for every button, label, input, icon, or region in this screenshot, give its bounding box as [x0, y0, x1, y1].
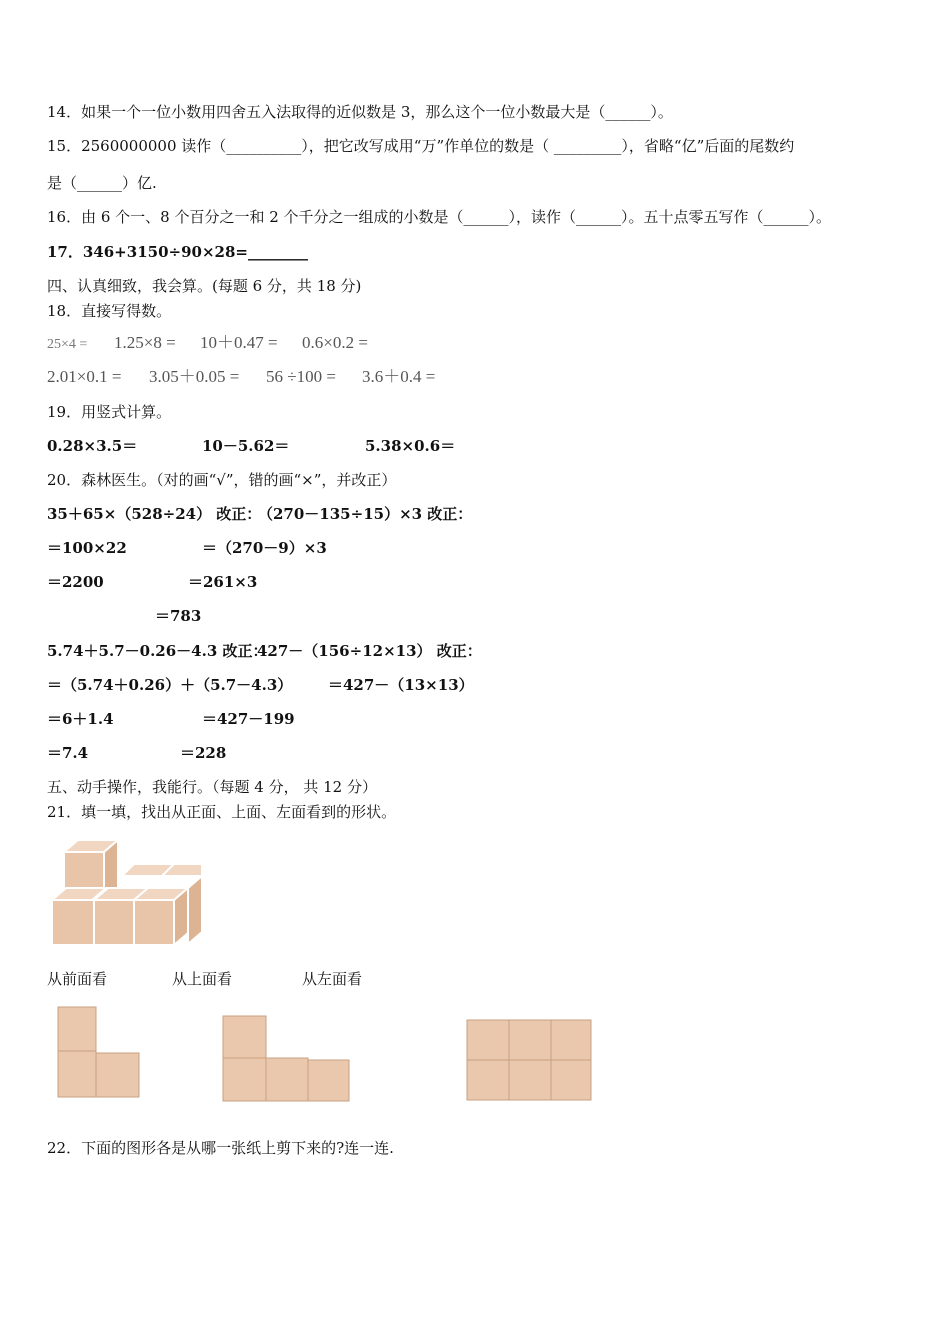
- view-label-left: 从左面看: [302, 970, 363, 988]
- question-17: 17．346+3150÷90×28=________: [47, 243, 308, 261]
- q20-step: ＝7.4: [47, 744, 89, 762]
- question-21: 21．填一填，找出从正面、上面、左面看到的形状。: [47, 803, 397, 821]
- q20-step: ＝（270－9）×3: [202, 539, 327, 557]
- question-18: 18．直接写得数。: [47, 302, 172, 320]
- view-label-top: 从上面看: [172, 970, 233, 988]
- view-shape-3: [463, 1017, 595, 1103]
- view-shape-2: [220, 1013, 355, 1105]
- q20-step: ＝783: [155, 607, 202, 625]
- q20-problem-b: （270－135÷15）×3 改正：: [258, 505, 473, 523]
- q20-step: ＝427－（13×13）: [328, 676, 474, 694]
- q20-step: ＝100×22: [47, 539, 127, 557]
- q20-problem-a: 35＋65×（528÷24） 改正：: [47, 505, 262, 523]
- q18-item: 56 ÷100 =: [266, 367, 336, 386]
- question-19: 19．用竖式计算。: [47, 403, 172, 421]
- view-shape-1: [55, 1005, 145, 1100]
- q20-problem-d: 427－（156÷12×13） 改正：: [257, 642, 482, 660]
- question-20: 20．森林医生。（对的画“√”，错的画“×”，并改正）: [47, 471, 397, 489]
- question-14: 14．如果一个一位小数用四舍五入法取得的近似数是 3，那么这个一位小数最大是（______）。: [47, 103, 673, 121]
- section-4-heading: 四、认真细致，我会算。(每题 6 分，共 18 分): [47, 277, 362, 295]
- section-5-heading: 五、动手操作，我能行。（每题 4 分， 共 12 分）: [47, 778, 377, 796]
- q20-step: ＝261×3: [188, 573, 258, 591]
- question-15-line2: 是（______）亿.: [47, 174, 157, 192]
- q18-item: 0.6×0.2 =: [302, 333, 368, 352]
- question-22: 22．下面的图形各是从哪一张纸上剪下来的?连一连.: [47, 1139, 394, 1157]
- q19-item: 0.28×3.5＝: [47, 437, 138, 455]
- q20-problem-c: 5.74＋5.7－0.26－4.3 改正：: [47, 642, 268, 660]
- q18-item: 2.01×0.1 =: [47, 367, 122, 386]
- q18-item: 1.25×8 =: [114, 333, 176, 352]
- q20-step: ＝427－199: [202, 710, 295, 728]
- question-16: 16．由 6 个一、8 个百分之一和 2 个千分之一组成的小数是（______），读作（______）。五十点零五写作（______）。: [47, 208, 832, 226]
- q19-item: 10－5.62＝: [202, 437, 290, 455]
- view-label-front: 从前面看: [47, 970, 108, 988]
- question-15-line1: 15．2560000000 读作（__________），把它改写成用“万”作单位的数是（ _________），省略“亿”后面的尾数约: [47, 137, 795, 155]
- q18-item: 10＋0.47 =: [200, 333, 278, 352]
- q20-step: ＝228: [180, 744, 227, 762]
- q20-step: ＝（5.74＋0.26）＋（5.7－4.3）: [47, 676, 293, 694]
- q18-item: 3.6＋0.4 =: [362, 367, 436, 386]
- q19-item: 5.38×0.6＝: [365, 437, 456, 455]
- q20-step: ＝2200: [47, 573, 104, 591]
- q20-step: ＝6＋1.4: [47, 710, 114, 728]
- cube-arrangement-figure: [48, 836, 208, 951]
- q18-item: 25×4 =: [47, 337, 88, 352]
- q18-item: 3.05＋0.05 =: [149, 367, 240, 386]
